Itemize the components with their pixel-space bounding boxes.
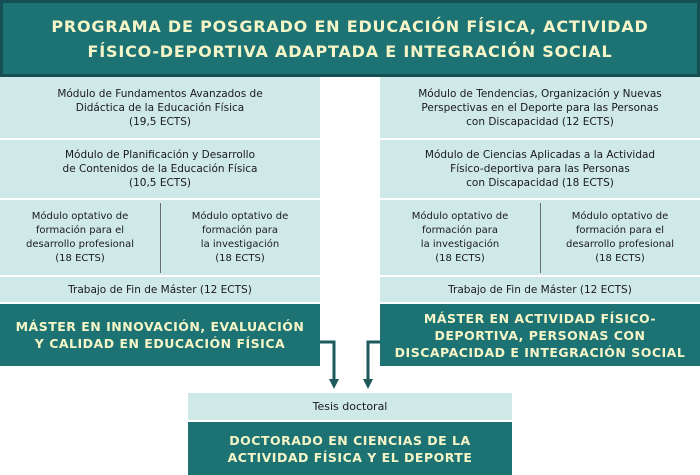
program-title: PROGRAMA DE POSGRADO EN EDUCACIÓN FÍSICA, ACTIVIDAD FÍSICO-DEPORTIVA ADAPTADA E INTEGRACIÓN SOCIAL	[0, 0, 700, 77]
left-master: MÁSTER EN INNOVACIÓN, EVALUACIÓN Y CALIDAD EN EDUCACIÓN FÍSICA	[0, 304, 320, 366]
left-optional-investigacion: Módulo optativo de formación para la investigación (18 ECTS)	[160, 200, 320, 277]
left-optional-profesional: Módulo optativo de formación para el desarrollo profesional (18 ECTS)	[0, 200, 160, 277]
doctorado-box: DOCTORADO EN CIENCIAS DE LA ACTIVIDAD FÍSICA Y EL DEPORTE	[188, 422, 512, 475]
tesis-doctoral: Tesis doctoral	[188, 393, 512, 422]
right-optional-investigacion: Módulo optativo de formación para la investigación (18 ECTS)	[380, 200, 540, 277]
arrow-right-master-to-tesis	[368, 342, 380, 384]
right-module-tendencias: Módulo de Tendencias, Organización y Nuevas Perspectivas en el Deporte para las Personas con Discapacidad (12 ECTS)	[380, 77, 700, 140]
right-tfm: Trabajo de Fin de Máster (12 ECTS)	[380, 277, 700, 304]
right-optional-profesional: Módulo optativo de formación para el desarrollo profesional (18 ECTS)	[540, 200, 700, 277]
right-module-ciencias: Módulo de Ciencias Aplicadas a la Actividad Físico-deportiva para las Personas con Discapacidad (18 ECTS)	[380, 140, 700, 200]
left-module-fundamentos: Módulo de Fundamentos Avanzados de Didáctica de la Educación Física (19,5 ECTS)	[0, 77, 320, 140]
right-master: MÁSTER EN ACTIVIDAD FÍSICO- DEPORTIVA, PERSONAS CON DISCAPACIDAD E INTEGRACIÓN SOCIAL	[380, 304, 700, 366]
left-tfm: Trabajo de Fin de Máster (12 ECTS)	[0, 277, 320, 304]
arrow-left-master-to-tesis	[320, 342, 334, 384]
left-module-planificacion: Módulo de Planificación y Desarrollo de Contenidos de la Educación Física (10,5 ECTS)	[0, 140, 320, 200]
